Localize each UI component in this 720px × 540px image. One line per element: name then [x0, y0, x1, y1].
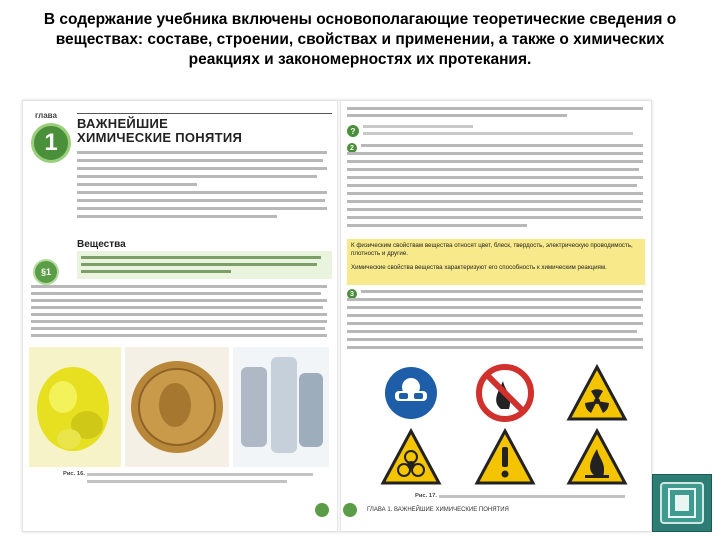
- foil-rolls-photo: [233, 347, 329, 467]
- right-page: [341, 101, 651, 531]
- chapter-number-badge: 1: [31, 123, 71, 163]
- right-top-text: [347, 107, 647, 123]
- sulfur-crystals-photo: [29, 347, 121, 467]
- section-number-badge: §1: [33, 259, 59, 285]
- chapter-title: [77, 117, 242, 145]
- intro-text-block: [77, 151, 332, 233]
- chapter-rule: [77, 113, 332, 114]
- figure-16-caption-text: [87, 471, 317, 487]
- publisher-logo-mark: [653, 475, 711, 531]
- question-text: [363, 125, 643, 139]
- section-title: Вещества: [77, 239, 126, 250]
- pure-substances-text: [347, 289, 647, 357]
- paragraph-3-icon: 3: [347, 289, 357, 299]
- question-icon: ?: [347, 125, 359, 137]
- chapter-title-line2: ХИМИЧЕСКИЕ ПОНЯТИЯ: [77, 130, 243, 145]
- biohazard-warning-icon: [383, 431, 439, 483]
- figure-17-label: Рис. 17.: [415, 493, 437, 499]
- left-page-number: [315, 503, 329, 517]
- figure-16-label: Рис. 16.: [63, 471, 85, 477]
- textbook-spread: [22, 100, 652, 532]
- radiation-warning-icon: [569, 367, 625, 419]
- chemical-properties-text: [347, 143, 647, 237]
- section-outline-box: [77, 251, 332, 279]
- definition-chemical-properties: Химические свойства вещества характеризуют его способность к химическим реакциям.: [351, 264, 607, 271]
- photo-strip: [29, 347, 331, 467]
- chapter-label: глава: [35, 111, 57, 120]
- slide-title: В содержание учебника включены основополагающие теоретические сведения о веществах: составе, строении, свойствах и применении, а также о химических реакциях и закономерностях их протекания.: [43, 11, 677, 68]
- flammable-warning-icon: [569, 431, 625, 483]
- no-fire-icon: [479, 367, 531, 419]
- paragraph-2-icon: 2: [347, 143, 357, 153]
- exclamation-warning-icon: [477, 431, 533, 483]
- eye-protection-icon: [385, 367, 437, 419]
- figure-16-caption: [63, 471, 329, 487]
- gold-coin-photo: [125, 347, 229, 467]
- hazard-signs-panel: [371, 361, 641, 491]
- section-outline-text: [77, 251, 332, 279]
- left-page: [23, 101, 337, 531]
- definition-physical-properties: К физическим свойствам вещества относят цвет, блеск, твердость, электрическую проводимость, плотность и другие.: [351, 242, 633, 257]
- right-page-footer: ГЛАВА 1. ВАЖНЕЙШИЕ ХИМИЧЕСКИЕ ПОНЯТИЯ: [367, 507, 509, 513]
- figure-17-caption-text: [439, 493, 629, 501]
- chapter-title-line1: ВАЖНЕЙШИЕ: [77, 116, 169, 131]
- section-body-text: [31, 285, 331, 345]
- definition-highlight-box: [347, 239, 645, 285]
- publisher-logo: [652, 474, 712, 532]
- right-page-number: [343, 503, 357, 517]
- figure-17-caption: [415, 493, 645, 501]
